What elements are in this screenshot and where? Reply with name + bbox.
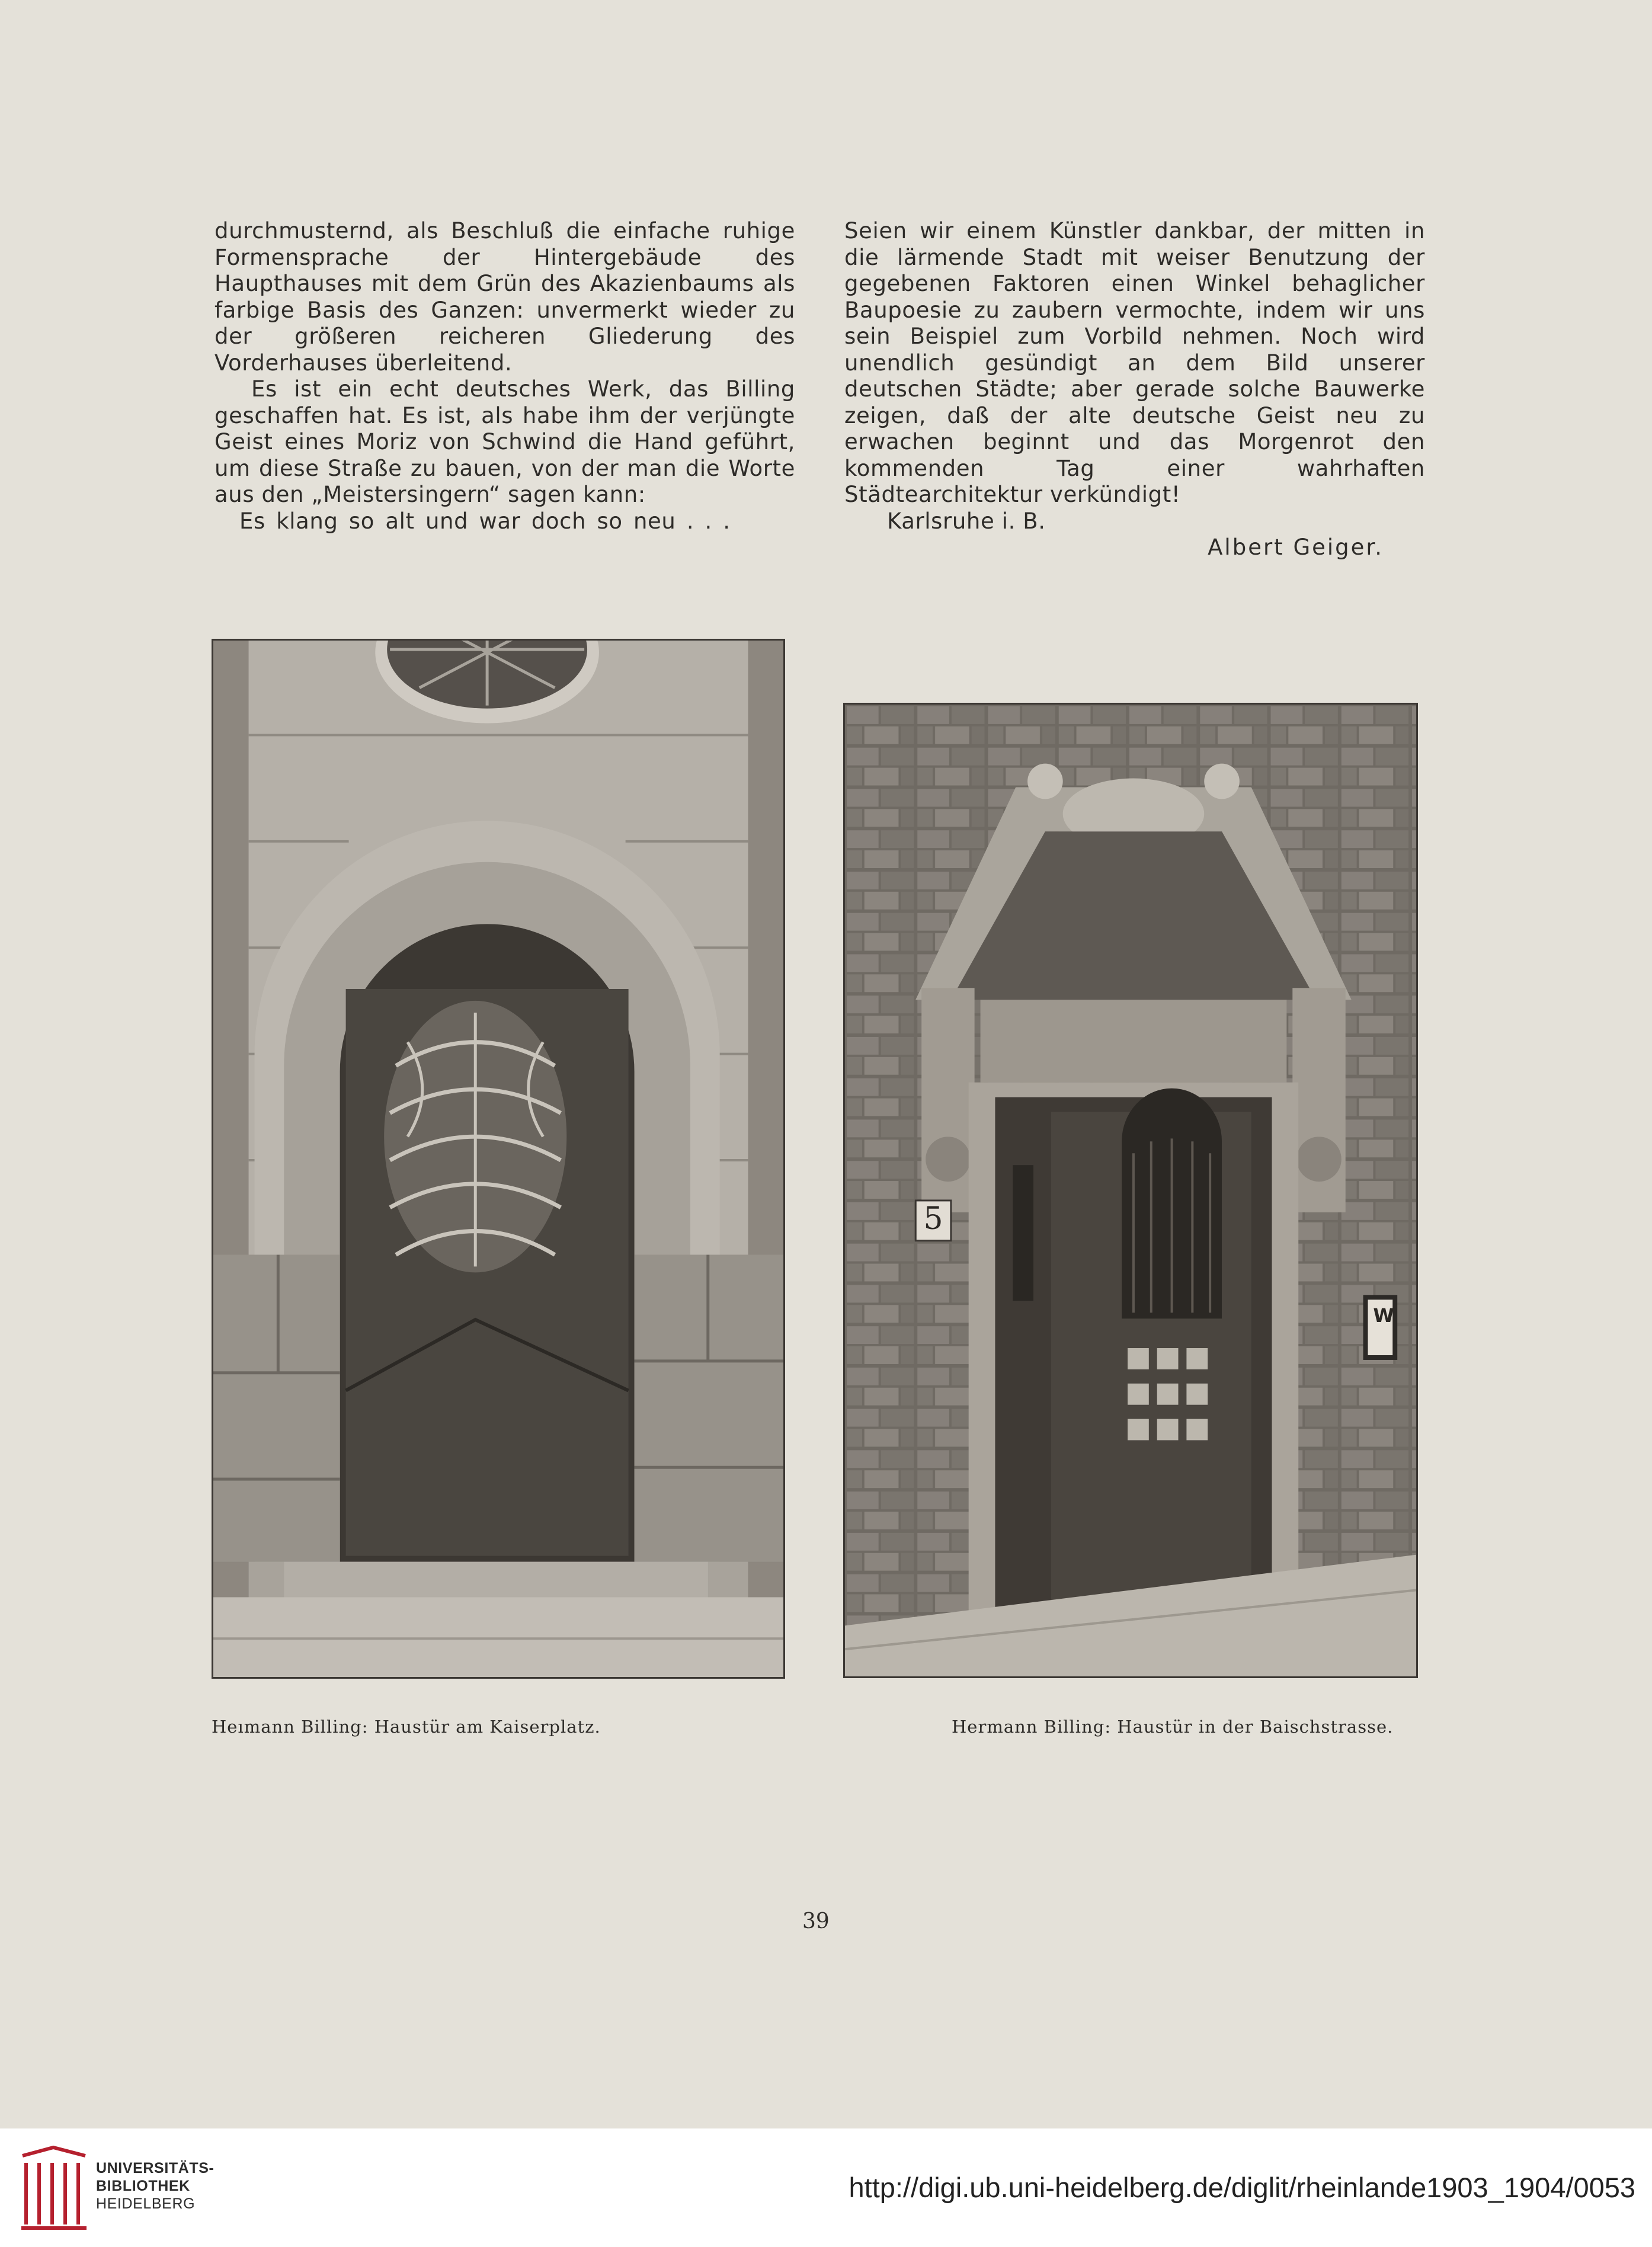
library-name-line-2: BIBLIOTHEK [96,2178,190,2194]
library-logo-icon [18,2145,90,2230]
sign-letter: W [1373,1304,1394,1327]
left-paragraph-1: durchmusternd, als Beschluß die einfache ruhige Formensprache der Hintergebäude des Haupthauses mit dem Grün des Akazienbaums als farbige Basis des Ganzen: unvermerkt wieder zu der größeren reicheren Gliederung des Vorderhauses überleitend. [214,218,795,376]
library-name-line-1: UNIVERSITÄTS- [96,2160,214,2176]
place-line: Karlsruhe i. B. [887,508,1046,534]
caption-right: Hermann Billing: Haustür in der Baischstrasse. [952,1717,1394,1737]
library-footer [0,2128,1652,2247]
caption-left: Heımann Billing: Haustür am Kaiserplatz. [212,1717,601,1737]
right-paragraph-1: Seien wir einem Künstler dankbar, der mitten in die lärmende Stadt mit weiser Benutzung der gegebenen Faktoren einen Winkel behaglicher Baupoesie zu zaubern vermochte, indem wir uns sein Beispiel zum Vorbild nehmen. Noch wird unendlich gesündigt an dem Bild unserer deutschen Städte; aber gerade solche Bauwerke zeigen, daß der alte deutsche Geist neu zu erwachen beginnt und das Morgenrot den kommenden Tag einer wahrhaften Städtearchitektur verkündigt! [844,218,1425,507]
house-number: 5 [923,1201,943,1237]
right-text-column [844,218,1425,561]
photo-door-kaiserplatz [212,639,785,1679]
library-name [96,2159,214,2213]
left-paragraph-2: Es ist ein echt deutsches Werk, das Billing geschaffen hat. Es ist, als habe ihm der verjüngte Geist eines Moriz von Schwind die Hand geführt, um diese Straße zu bauen, von der man die Worte aus den „Meistersingern“ sagen kann: [214,376,795,507]
quoted-verse: Es klang so alt und war doch so neu . . . [239,508,731,534]
author-signature: Albert Geiger. [1208,534,1384,560]
left-text-column [214,218,795,534]
photo-door-baischstrasse [843,703,1418,1678]
page-number: 39 [802,1909,830,1934]
library-name-line-3: HEIDELBERG [96,2195,196,2212]
permalink-url[interactable]: http://digi.ub.uni-heidelberg.de/diglit/rheinlande1903_1904/0053 [849,2172,1635,2203]
